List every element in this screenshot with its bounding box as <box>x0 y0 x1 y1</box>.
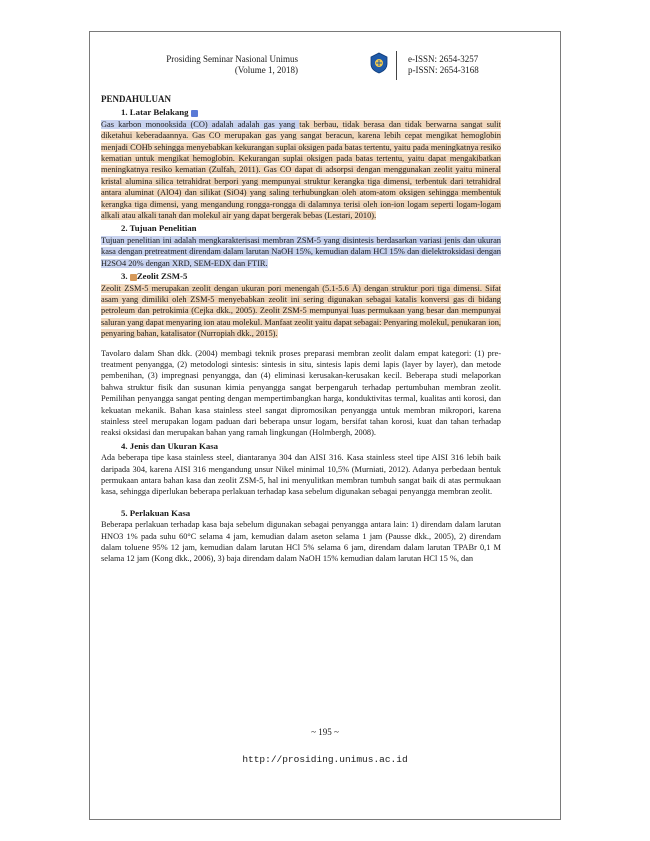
journal-name: Prosiding Seminar Nasional Unimus <box>166 54 298 64</box>
document-page <box>89 31 561 820</box>
journal-title <box>166 54 298 76</box>
subsection-perlakuan-kasa: 5. Perlakuan Kasa <box>121 507 191 518</box>
subsection-tujuan: 2. Tujuan Penelitian <box>121 223 197 234</box>
paragraph-tavolaro <box>101 348 501 439</box>
annotation-marker-icon <box>130 274 137 281</box>
unimus-logo-icon <box>369 52 389 74</box>
highlight-span: Gas karbon monooksida (CO) adalah adalah gas yang <box>101 119 300 129</box>
highlight-span: tak berbau, tidak berasa dan tidak berwarna sangat sulit diketahui keberadaannya. Gas CO merupakan gas yang sangat beracun, karena lebih cepat mengikat hemoglobin menjadi COHb sehingga menyebabkan kekurangan suplai oksigen pada batas tertentu, yaitu pada meningkatnya resiko kematian untuk mengikat hemoglobin. Kekurangan suplai oksigen pada batas tertentu, yaitu dapat mengakibatkan meningkatnya resiko kematian (Zulfah, 2011). Gas CO dapat di adsorpsi dengan menggunakan zeolit yaitu mineral kristal alumina silica tetrahidrat berpori yang mempunyai struktur kerangka tiga dimensi, terbentuk dari tetrahidral antara aluminat (AlO4) dan silikat (SiO4) yang saling terhubungkan oleh atom-atom oksigen sehingga membentuk kerangka tiga dimensi, yang mengandung rongga-rongga di dalamnya terisi oleh ion-ion logam seperti logam-logam alkali atau alkali tanah dan molekul air yang dapat bergerak bebas (Lestari, 2010). <box>101 119 501 221</box>
paragraph-text: Tavolaro dalam Shan dkk. (2004) membagi teknik proses preparasi membran zeolit dalam empat kategori: (1) pre-treatment penyangga, (2) metodologi sintesis: sintesis in situ, sintesis lapis demi lapis (layer by layer), dan metode pembenihan, (3) impregnasi penyangga, dan (4) eliminasi kerusakan-kerusakan kecil. Beberapa studi melaporkan bahwa struktur fisik dan susunan kimia penyangga sangat berpengaruh terhadap pertumbuhan membran zeolit. Pemilihan penyangga sangat penting dengan mempertimbangkan harga, konduktivitas termal, kualitas anti korosi, dan kekuatan mekanik. Bahan kasa stainless steel sangat dipromosikan penyangga untuk membran mikropori, karena stainless steel merupakan logam paduan dari beberapa unsur logam, bersifat tahan korosi, kuat dan tahan terhadap reaksi oksidasi dan merupakan bahan yang ramah lingkungan (Holmbergh, 2008). <box>101 348 501 438</box>
subsection-jenis-kasa: 4. Jenis dan Ukuran Kasa <box>121 440 219 451</box>
page-body <box>101 94 501 565</box>
paragraph-perlakuan-kasa: Beberapa perlakuan terhadap kasa baja sebelum digunakan sebagai penyangga antara lain: 1) direndam dalam larutan HNO3 1% pada suhu 60°C selama 4 jam, kemudian dalam aseton selama 1 jam (Pausse dkk., 2005), 2) direndam dalam toluene 95% 12 jam, kemudian dalam larutan HCl 5% selama 6 jam, direndam dalam larutan TPABr 0,1 M selama 12 jam (Kong dkk., 2006), 3) baja direndam dalam NaOH 15% kemudian dalam larutan HCl 15 %, dan <box>101 520 501 564</box>
page-number: ~ 195 ~ <box>311 727 339 737</box>
paragraph-tujuan <box>101 235 501 269</box>
annotation-marker-icon <box>191 110 198 117</box>
subsection-number: 3. <box>121 271 128 282</box>
subsection-title: Zeolit ZSM-5 <box>136 271 188 282</box>
subsection-title: 1. Latar Belakang <box>121 107 189 118</box>
subsection-latar-belakang <box>121 107 501 118</box>
paragraph-zeolit <box>101 283 501 340</box>
issn-block <box>408 54 479 76</box>
p-issn: p-ISSN: 2654-3168 <box>408 65 479 75</box>
highlight-span: Tujuan penelitian ini adalah mengkarakterisasi membran ZSM-5 yang disintesis berdasarkan variasi jenis dan ukuran kasa dengan pretreatment direndam dalam larutan NaOH 15%, kemudian dalam HCl 15% dan dielektroksidasi dengan H2SO4 20% dengan XRD, SEM-EDX dan FTIR. <box>101 235 501 268</box>
e-issn: e-ISSN: 2654-3257 <box>408 54 479 64</box>
footer-url[interactable]: http://prosiding.unimus.ac.id <box>242 754 408 765</box>
header-divider <box>396 51 397 80</box>
highlight-span: Zeolit ZSM-5 merupakan zeolit dengan ukuran pori menengah (5.1-5.6 Å) dengan struktur pori tiga dimensi. Sifat asam yang dimiliki oleh ZSM-5 menyebabkan zeolit ini sering digunakan sebagai katalis konversi gas di bidang petroleum dan petrokimia (Cejka dkk., 2005). Zeolit ZSM-5 mempunyai luas permukaan yang besar dan mempunyai saluran yang dapat menyaring ion atau molekul. Manfaat zeolit yaitu dapat sebagai: Penyaring molekul, penukaran ion, penyaring bahan, katalisator (Nurropiah dkk., 2015). <box>101 283 502 339</box>
journal-volume: (Volume 1, 2018) <box>234 65 298 75</box>
section-title: PENDAHULUAN <box>101 94 172 104</box>
paragraph-latar-belakang <box>101 119 501 222</box>
subsection-zeolit <box>121 271 501 282</box>
page-header <box>90 32 560 90</box>
paragraph-jenis-kasa: Ada beberapa tipe kasa stainless steel, diantaranya 304 dan AISI 316. Kasa stainless steel tipe AISI 316 lebih baik daripada 304, karena AISI 316 mengandung unsur Nikel minimal 10,5% (Murniati, 2012). Adanya perbedaan bentuk permukaan antara bahan kasa dan zeolit ZSM-5, hal ini menyulitkan membran tumbuh sangat baik di atas permukaan kasa, sehingga diperlukan beberapa perlakuan terhadap kasa sebelum digunakan sebagai penyangga membran zeolit. <box>101 453 501 497</box>
